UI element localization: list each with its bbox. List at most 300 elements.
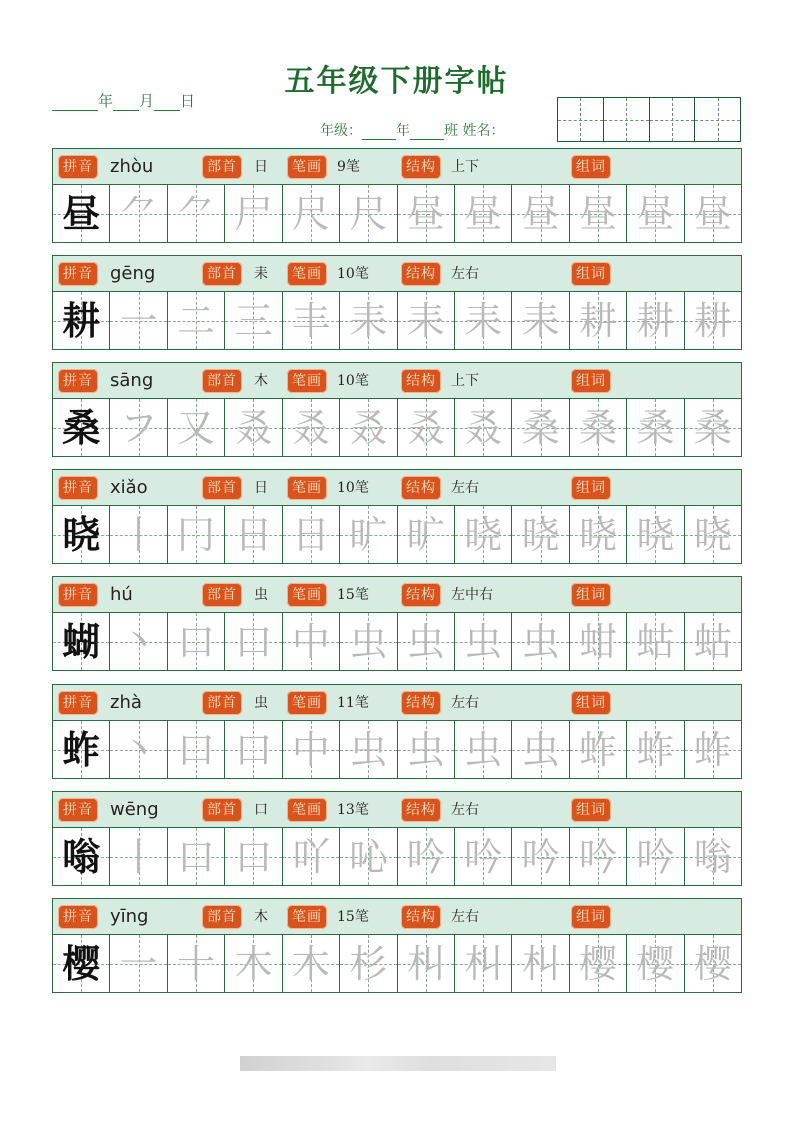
date-line (52, 90, 195, 111)
trace-cell[interactable] (455, 292, 512, 349)
trace-character: 吟 (579, 834, 618, 879)
pinyin-value: zhà (110, 692, 142, 713)
grade-blank[interactable] (362, 123, 396, 140)
trace-cell[interactable] (627, 506, 684, 563)
trace-cell[interactable] (340, 506, 397, 563)
trace-character: 蛄 (636, 619, 675, 664)
trace-cell[interactable] (455, 185, 512, 242)
info-band (52, 255, 742, 292)
trace-cell[interactable] (627, 613, 684, 670)
trace-character: 嗡 (693, 834, 732, 879)
strokes-badge: 笔画 (287, 155, 327, 179)
trace-character: 二 (177, 298, 216, 343)
structure-value: 左中右 (451, 587, 493, 603)
trace-cell[interactable] (570, 828, 627, 885)
trace-character: 叒 (349, 405, 388, 450)
writing-grid (52, 506, 742, 564)
trace-cell[interactable] (398, 935, 455, 992)
strokes-badge: 笔画 (287, 369, 327, 393)
trace-character: 杉 (349, 941, 388, 986)
strokes-value: 10笔 (337, 266, 369, 282)
trace-character: 叒 (406, 405, 445, 450)
trace-cell[interactable] (512, 721, 569, 778)
trace-cell[interactable] (168, 721, 225, 778)
trace-cell[interactable] (685, 292, 741, 349)
trace-cell[interactable] (110, 935, 167, 992)
words-badge: 组词 (571, 262, 611, 286)
model-character: 耕 (62, 297, 101, 343)
trace-character: 旷 (349, 512, 388, 557)
trace-character: 虫 (521, 619, 560, 664)
trace-character: 叒 (234, 405, 273, 450)
radical-badge: 部首 (202, 155, 242, 179)
trace-cell[interactable] (283, 721, 340, 778)
trace-cell[interactable] (225, 613, 282, 670)
pinyin-badge: 拼音 (58, 369, 98, 393)
trace-character: 耕 (636, 298, 675, 343)
structure-value: 左右 (451, 480, 479, 496)
pinyin-badge: 拼音 (58, 262, 98, 286)
trace-character: フ (119, 405, 158, 450)
trace-character: 蚱 (636, 727, 675, 772)
trace-cell[interactable] (168, 399, 225, 456)
trace-cell[interactable] (283, 935, 340, 992)
trace-cell[interactable] (398, 185, 455, 242)
words-badge: 组词 (571, 369, 611, 393)
trace-character: 昼 (521, 191, 560, 236)
trace-cell[interactable] (627, 399, 684, 456)
structure-value: 左右 (451, 695, 479, 711)
name-box[interactable] (557, 97, 741, 142)
trace-cell[interactable] (225, 399, 282, 456)
trace-cell[interactable] (110, 185, 167, 242)
structure-badge: 结构 (401, 476, 441, 500)
trace-character: 冂 (177, 512, 216, 557)
info-band (52, 898, 742, 935)
trace-cell[interactable] (455, 828, 512, 885)
trace-character: 木 (234, 941, 273, 986)
model-character: 桑 (62, 404, 101, 450)
trace-character: ⺈ (177, 191, 216, 236)
name-cell[interactable] (558, 98, 604, 141)
class-blank[interactable] (410, 123, 444, 140)
trace-character: 丰 (291, 298, 330, 343)
trace-character: 又 (177, 405, 216, 450)
trace-character: 朻 (464, 941, 503, 986)
trace-cell[interactable] (225, 506, 282, 563)
year-label: 年 (98, 92, 114, 110)
trace-character: 樱 (693, 941, 732, 986)
trace-cell[interactable] (398, 399, 455, 456)
trace-cell[interactable] (110, 721, 167, 778)
trace-character: 昼 (693, 191, 732, 236)
radical-value: 虫 (254, 695, 268, 711)
pinyin-badge: 拼音 (58, 798, 98, 822)
month-blank[interactable] (113, 94, 139, 111)
practice-row (52, 684, 742, 779)
practice-row (52, 469, 742, 564)
trace-cell[interactable] (340, 399, 397, 456)
model-character: 蚱 (62, 726, 101, 772)
trace-cell[interactable] (512, 613, 569, 670)
trace-character: 吟 (521, 834, 560, 879)
trace-cell[interactable] (398, 721, 455, 778)
trace-character: 吟 (464, 834, 503, 879)
trace-cell[interactable] (627, 292, 684, 349)
radical-value: 虫 (254, 587, 268, 603)
pinyin-value: zhòu (110, 156, 154, 177)
trace-cell[interactable] (685, 828, 741, 885)
trace-character: 三 (234, 298, 273, 343)
trace-character: 昼 (636, 191, 675, 236)
trace-character: 尺 (291, 191, 330, 236)
pinyin-value: wēng (110, 799, 159, 820)
trace-cell[interactable] (570, 292, 627, 349)
trace-cell[interactable] (168, 935, 225, 992)
writing-grid (52, 185, 742, 243)
trace-character: 丨 (119, 512, 158, 557)
radical-badge: 部首 (202, 262, 242, 286)
trace-cell[interactable] (225, 935, 282, 992)
model-character: 蝴 (62, 618, 101, 664)
trace-character: 吖 (291, 834, 330, 879)
trace-cell[interactable] (570, 506, 627, 563)
strokes-badge: 笔画 (287, 583, 327, 607)
name-cell[interactable] (604, 98, 650, 141)
trace-cell[interactable] (225, 721, 282, 778)
trace-character: 丶 (119, 619, 158, 664)
info-band (52, 469, 742, 506)
trace-character: 吣 (349, 834, 388, 879)
pinyin-badge: 拼音 (58, 155, 98, 179)
trace-cell[interactable] (570, 935, 627, 992)
radical-badge: 部首 (202, 798, 242, 822)
trace-cell[interactable] (570, 721, 627, 778)
trace-cell[interactable] (168, 506, 225, 563)
trace-cell[interactable] (455, 721, 512, 778)
trace-character: 口 (234, 834, 273, 879)
trace-character: 昼 (464, 191, 503, 236)
radical-badge: 部首 (202, 905, 242, 929)
structure-value: 左右 (451, 909, 479, 925)
trace-cell[interactable] (340, 185, 397, 242)
pinyin-badge: 拼音 (58, 691, 98, 715)
trace-cell[interactable] (283, 292, 340, 349)
year-blank[interactable] (52, 94, 98, 111)
trace-cell[interactable] (340, 935, 397, 992)
trace-cell[interactable] (283, 828, 340, 885)
trace-character: 虫 (349, 727, 388, 772)
trace-cell[interactable] (283, 613, 340, 670)
trace-character: 虫 (521, 727, 560, 772)
trace-cell[interactable] (685, 185, 741, 242)
trace-character: 蚶 (579, 619, 618, 664)
trace-cell[interactable] (627, 935, 684, 992)
trace-cell[interactable] (340, 721, 397, 778)
trace-character: 中 (291, 619, 330, 664)
radical-value: 日 (254, 159, 268, 175)
trace-cell[interactable] (685, 935, 741, 992)
trace-character: 叒 (464, 405, 503, 450)
page-title: 五年级下册字帖 (284, 64, 509, 99)
trace-character: 吟 (406, 834, 445, 879)
trace-character: 口 (177, 834, 216, 879)
words-badge: 组词 (571, 905, 611, 929)
strokes-badge: 笔画 (287, 691, 327, 715)
trace-character: 晓 (464, 512, 503, 557)
pinyin-badge: 拼音 (58, 905, 98, 929)
trace-cell[interactable] (225, 292, 282, 349)
trace-character: 蚱 (579, 727, 618, 772)
trace-character: 晓 (693, 512, 732, 557)
trace-character: 尺 (349, 191, 388, 236)
trace-character: 虫 (464, 619, 503, 664)
trace-cell[interactable] (168, 828, 225, 885)
trace-cell[interactable] (168, 185, 225, 242)
trace-cell[interactable] (340, 613, 397, 670)
model-character: 嗡 (62, 833, 101, 879)
writing-grid (52, 828, 742, 886)
trace-character: 木 (291, 941, 330, 986)
radical-value: 木 (254, 909, 268, 925)
strokes-badge: 笔画 (287, 476, 327, 500)
trace-character: 吟 (636, 834, 675, 879)
month-label: 月 (139, 92, 155, 110)
trace-cell[interactable] (685, 613, 741, 670)
model-cell (53, 828, 110, 885)
trace-cell[interactable] (225, 185, 282, 242)
trace-cell[interactable] (685, 399, 741, 456)
trace-cell[interactable] (455, 935, 512, 992)
trace-character: 昼 (579, 191, 618, 236)
model-cell (53, 721, 110, 778)
trace-character: 晓 (636, 512, 675, 557)
trace-character: 叒 (291, 405, 330, 450)
trace-cell[interactable] (283, 399, 340, 456)
trace-character: 十 (177, 941, 216, 986)
radical-value: 日 (254, 480, 268, 496)
trace-character: 虫 (349, 619, 388, 664)
trace-cell[interactable] (225, 828, 282, 885)
strokes-badge: 笔画 (287, 905, 327, 929)
writing-grid (52, 399, 742, 457)
trace-character: 桑 (521, 405, 560, 450)
words-badge: 组词 (571, 155, 611, 179)
trace-character: 桑 (579, 405, 618, 450)
trace-cell[interactable] (512, 185, 569, 242)
structure-badge: 结构 (401, 583, 441, 607)
strokes-value: 15笔 (337, 909, 369, 925)
practice-row (52, 362, 742, 457)
model-character: 昼 (62, 190, 101, 236)
trace-cell[interactable] (455, 399, 512, 456)
trace-cell[interactable] (512, 506, 569, 563)
strokes-value: 10笔 (337, 373, 369, 389)
grade-year-label: 年 (396, 123, 410, 139)
radical-badge: 部首 (202, 369, 242, 393)
structure-value: 左右 (451, 266, 479, 282)
strokes-value: 10笔 (337, 480, 369, 496)
trace-cell[interactable] (685, 721, 741, 778)
model-cell (53, 613, 110, 670)
trace-cell[interactable] (512, 828, 569, 885)
radical-value: 木 (254, 373, 268, 389)
trace-cell[interactable] (110, 828, 167, 885)
structure-badge: 结构 (401, 691, 441, 715)
class-label: 班 (444, 123, 458, 139)
trace-cell[interactable] (570, 399, 627, 456)
trace-character: 晓 (521, 512, 560, 557)
trace-cell[interactable] (570, 613, 627, 670)
trace-character: 桑 (636, 405, 675, 450)
writing-grid (52, 721, 742, 779)
model-cell (53, 185, 110, 242)
trace-cell[interactable] (512, 292, 569, 349)
trace-character: 口 (234, 619, 273, 664)
pinyin-value: xiǎo (110, 477, 148, 498)
radical-badge: 部首 (202, 476, 242, 500)
trace-character: 樱 (579, 941, 618, 986)
trace-character: 虫 (406, 727, 445, 772)
trace-character: 耒 (521, 298, 560, 343)
trace-cell[interactable] (398, 828, 455, 885)
model-cell (53, 292, 110, 349)
trace-character: 耒 (406, 298, 445, 343)
trace-character: 虫 (406, 619, 445, 664)
info-band (52, 684, 742, 721)
pinyin-value: yīng (110, 906, 149, 927)
name-cell[interactable] (650, 98, 696, 141)
structure-badge: 结构 (401, 798, 441, 822)
class-line (320, 120, 504, 140)
trace-character: 日 (234, 512, 273, 557)
trace-character: ⺈ (119, 191, 158, 236)
trace-cell[interactable] (110, 399, 167, 456)
structure-value: 上下 (451, 373, 479, 389)
trace-character: 丨 (119, 834, 158, 879)
structure-badge: 结构 (401, 262, 441, 286)
practice-row (52, 576, 742, 671)
model-cell (53, 399, 110, 456)
trace-cell[interactable] (283, 185, 340, 242)
trace-character: 日 (291, 512, 330, 557)
radical-badge: 部首 (202, 583, 242, 607)
structure-badge: 结构 (401, 905, 441, 929)
structure-value: 上下 (451, 159, 479, 175)
trace-cell[interactable] (570, 185, 627, 242)
trace-cell[interactable] (455, 506, 512, 563)
writing-grid (52, 292, 742, 350)
radical-value: 口 (254, 802, 268, 818)
model-cell (53, 506, 110, 563)
trace-character: 耒 (349, 298, 388, 343)
trace-cell[interactable] (110, 292, 167, 349)
trace-cell[interactable] (398, 613, 455, 670)
words-badge: 组词 (571, 476, 611, 500)
trace-character: 蛄 (693, 619, 732, 664)
trace-character: 中 (291, 727, 330, 772)
words-badge: 组词 (571, 798, 611, 822)
trace-character: 桑 (693, 405, 732, 450)
trace-character: 朻 (521, 941, 560, 986)
trace-character: 耕 (693, 298, 732, 343)
words-badge: 组词 (571, 583, 611, 607)
name-label: 姓名： (462, 123, 505, 139)
structure-value: 左右 (451, 802, 479, 818)
strokes-value: 9笔 (337, 159, 360, 175)
practice-row (52, 791, 742, 886)
info-band (52, 791, 742, 828)
writing-grid (52, 935, 742, 993)
strokes-value: 13笔 (337, 802, 369, 818)
trace-cell[interactable] (168, 292, 225, 349)
trace-cell[interactable] (512, 399, 569, 456)
trace-character: 耕 (579, 298, 618, 343)
day-blank[interactable] (154, 94, 180, 111)
info-band (52, 148, 742, 185)
trace-character: 樱 (636, 941, 675, 986)
pinyin-value: gēng (110, 263, 156, 284)
trace-character: 晓 (579, 512, 618, 557)
trace-cell[interactable] (627, 828, 684, 885)
structure-badge: 结构 (401, 369, 441, 393)
trace-cell[interactable] (340, 292, 397, 349)
trace-character: 一 (119, 941, 158, 986)
trace-cell[interactable] (398, 506, 455, 563)
model-cell (53, 935, 110, 992)
strokes-value: 15笔 (337, 587, 369, 603)
trace-cell[interactable] (110, 613, 167, 670)
radical-badge: 部首 (202, 691, 242, 715)
strokes-badge: 笔画 (287, 798, 327, 822)
trace-cell[interactable] (398, 292, 455, 349)
trace-character: 一 (119, 298, 158, 343)
trace-cell[interactable] (627, 185, 684, 242)
trace-character: 昼 (406, 191, 445, 236)
radical-value: 耒 (254, 266, 268, 282)
trace-character: 口 (177, 727, 216, 772)
pinyin-value: sāng (110, 370, 154, 391)
trace-cell[interactable] (685, 506, 741, 563)
strokes-badge: 笔画 (287, 262, 327, 286)
trace-cell[interactable] (627, 721, 684, 778)
model-character: 晓 (62, 511, 101, 557)
name-cell[interactable] (695, 98, 740, 141)
blurred-footer (240, 1056, 556, 1071)
trace-character: 丶 (119, 727, 158, 772)
trace-cell[interactable] (455, 613, 512, 670)
info-band (52, 576, 742, 613)
trace-cell[interactable] (340, 828, 397, 885)
trace-character: 尸 (234, 191, 273, 236)
grade-label: 年级： (320, 123, 362, 139)
trace-cell[interactable] (512, 935, 569, 992)
day-label: 日 (180, 92, 196, 110)
trace-character: 旷 (406, 512, 445, 557)
practice-row (52, 255, 742, 350)
model-character: 樱 (62, 940, 101, 986)
writing-grid (52, 613, 742, 671)
trace-cell[interactable] (168, 613, 225, 670)
practice-row (52, 148, 742, 243)
pinyin-badge: 拼音 (58, 476, 98, 500)
trace-cell[interactable] (283, 506, 340, 563)
words-badge: 组词 (571, 691, 611, 715)
structure-badge: 结构 (401, 155, 441, 179)
trace-character: 口 (234, 727, 273, 772)
trace-cell[interactable] (110, 506, 167, 563)
trace-character: 耒 (464, 298, 503, 343)
